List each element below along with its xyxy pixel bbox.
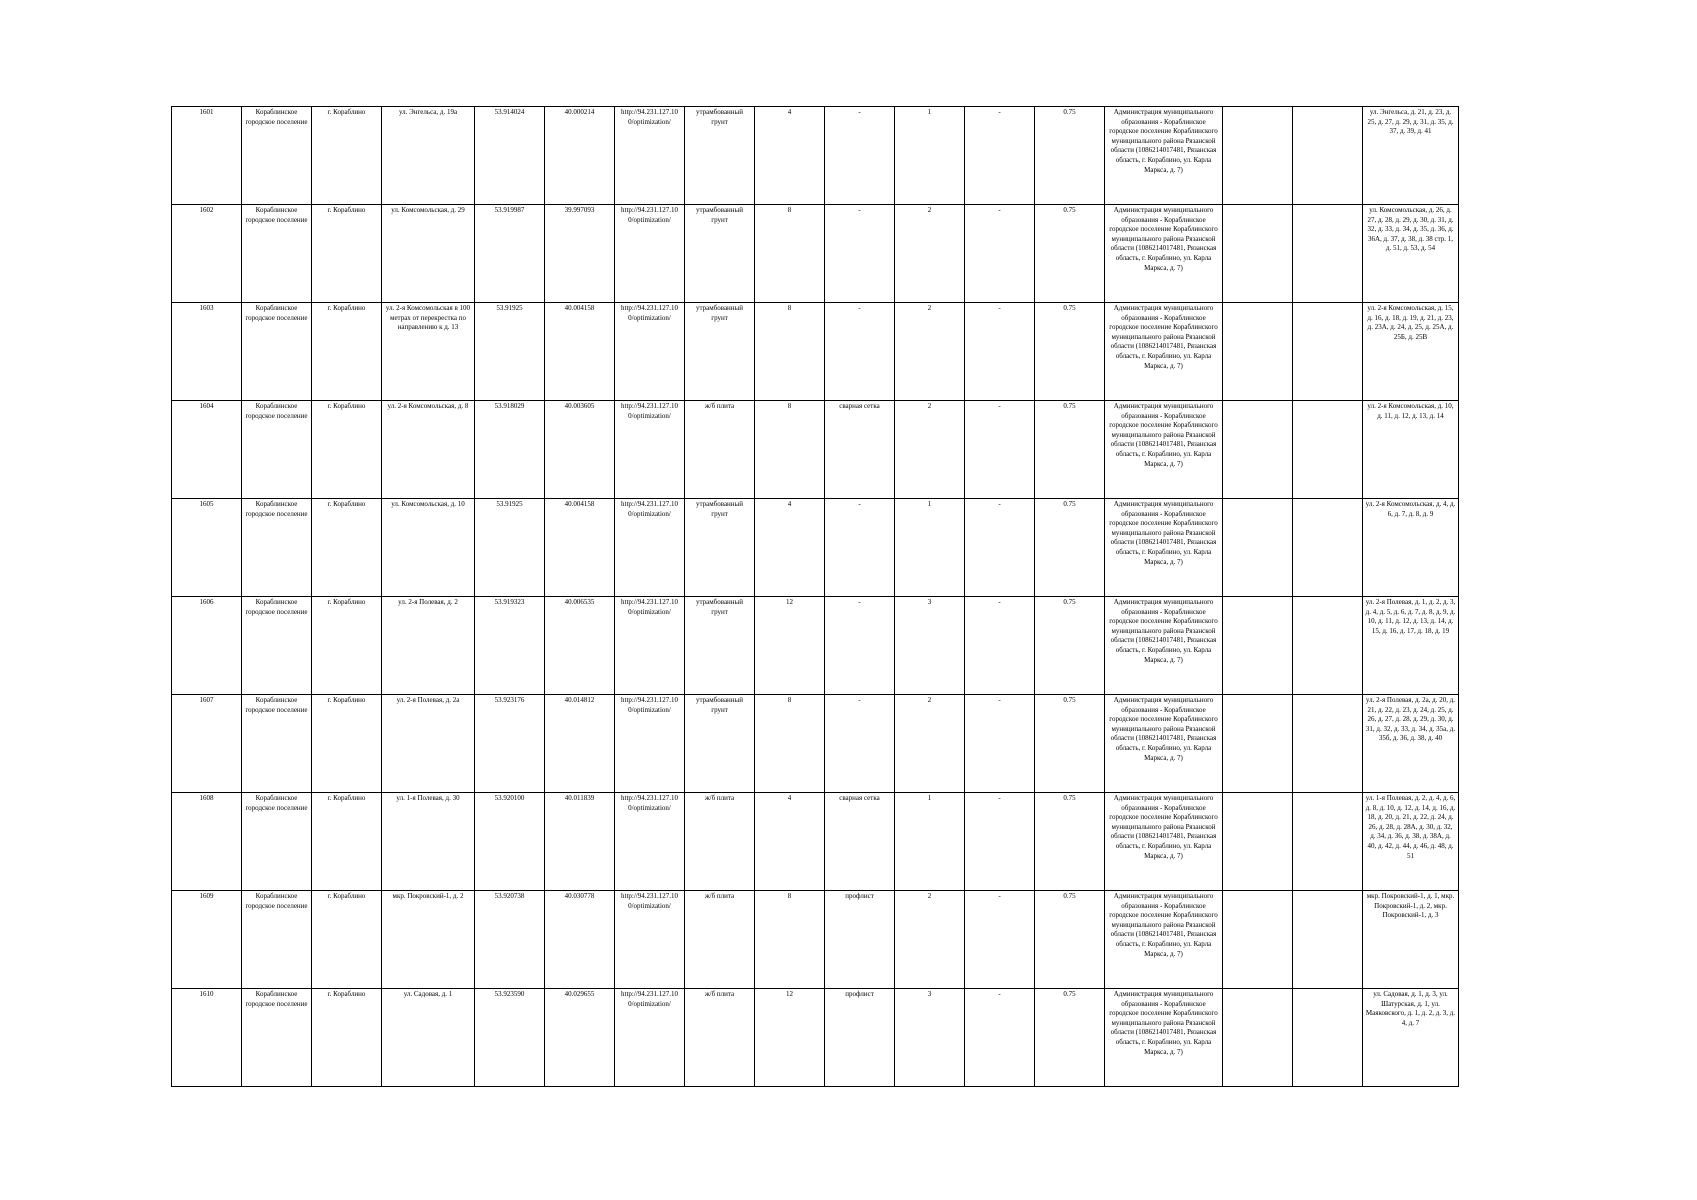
planned-count: -	[965, 499, 1035, 597]
planned-count: -	[965, 303, 1035, 401]
planned-count: -	[965, 891, 1035, 989]
container-area: 4	[755, 499, 825, 597]
owner-info: Администрация муниципального образования - Кораблинское городское поселение Кораблинского муниципального района Рязанской области (1086214017481, Рязанская область, г. Кораблино, ул. Карла Маркса, д. 7)	[1105, 793, 1223, 891]
site-address: ул. Комсомольская, д. 10	[382, 499, 475, 597]
surface-type: ж/б плита	[685, 401, 755, 499]
owner-info: Администрация муниципального образования - Кораблинское городское поселение Кораблинского муниципального района Рязанской области (1086214017481, Рязанская область, г. Кораблино, ул. Карла Маркса, д. 7)	[1105, 303, 1223, 401]
empty-cell	[1223, 107, 1293, 205]
fence-type: профлист	[825, 891, 895, 989]
table-row	[172, 891, 1459, 989]
served-addresses: ул. 2-я Полевая, д. 2а, д. 20, д. 21, д. 22, д. 23, д. 24, д. 25, д. 26, д. 27, д. 28, д. 29, д. 30, д. 31, д. 32, д. 33, д. 34, д. 35а, д. 35б, д. 36, д. 38, д. 40	[1363, 695, 1459, 793]
empty-cell	[1293, 989, 1363, 1087]
map-link: http://94.231.127.10 0/optimization/	[615, 989, 685, 1087]
longitude: 40.004158	[545, 499, 615, 597]
surface-type: утрамбованный грунт	[685, 107, 755, 205]
planned-count: -	[965, 401, 1035, 499]
registry-table	[171, 106, 1459, 1087]
row-number: 1605	[172, 499, 242, 597]
container-volume: 0.75	[1035, 695, 1105, 793]
planned-count: -	[965, 695, 1035, 793]
longitude: 40.004158	[545, 303, 615, 401]
container-count: 2	[895, 205, 965, 303]
city-name: г. Кораблино	[312, 499, 382, 597]
container-count: 1	[895, 107, 965, 205]
planned-count: -	[965, 989, 1035, 1087]
served-addresses: мкр. Покровский-1, д. 1, мкр. Покровский-1, д. 2, мкр. Покровский-1, д. 3	[1363, 891, 1459, 989]
empty-cell	[1293, 107, 1363, 205]
fence-type: -	[825, 597, 895, 695]
container-volume: 0.75	[1035, 597, 1105, 695]
site-address: ул. Садовая, д. 1	[382, 989, 475, 1087]
empty-cell	[1293, 303, 1363, 401]
longitude: 40.000214	[545, 107, 615, 205]
site-address: ул. Энгельса, д. 19а	[382, 107, 475, 205]
city-name: г. Кораблино	[312, 401, 382, 499]
empty-cell	[1293, 597, 1363, 695]
owner-info: Администрация муниципального образования - Кораблинское городское поселение Кораблинского муниципального района Рязанской области (1086214017481, Рязанская область, г. Кораблино, ул. Карла Маркса, д. 7)	[1105, 205, 1223, 303]
container-area: 4	[755, 107, 825, 205]
fence-type: сварная сетка	[825, 401, 895, 499]
city-name: г. Кораблино	[312, 989, 382, 1087]
map-link: http://94.231.127.10 0/optimization/	[615, 597, 685, 695]
settlement-name: Кораблинское городское поселение	[242, 401, 312, 499]
container-volume: 0.75	[1035, 989, 1105, 1087]
settlement-name: Кораблинское городское поселение	[242, 107, 312, 205]
latitude: 53.919987	[475, 205, 545, 303]
row-number: 1603	[172, 303, 242, 401]
table-row	[172, 989, 1459, 1087]
container-volume: 0.75	[1035, 499, 1105, 597]
container-volume: 0.75	[1035, 107, 1105, 205]
settlement-name: Кораблинское городское поселение	[242, 793, 312, 891]
site-address: ул. 2-я Полевая, д. 2	[382, 597, 475, 695]
settlement-name: Кораблинское городское поселение	[242, 891, 312, 989]
planned-count: -	[965, 205, 1035, 303]
container-count: 2	[895, 401, 965, 499]
empty-cell	[1293, 793, 1363, 891]
map-link: http://94.231.127.10 0/optimization/	[615, 401, 685, 499]
fence-type: -	[825, 499, 895, 597]
map-link: http://94.231.127.10 0/optimization/	[615, 695, 685, 793]
settlement-name: Кораблинское городское поселение	[242, 499, 312, 597]
city-name: г. Кораблино	[312, 695, 382, 793]
container-area: 8	[755, 401, 825, 499]
row-number: 1601	[172, 107, 242, 205]
fence-type: -	[825, 205, 895, 303]
longitude: 40.029655	[545, 989, 615, 1087]
city-name: г. Кораблино	[312, 891, 382, 989]
container-volume: 0.75	[1035, 303, 1105, 401]
fence-type: -	[825, 107, 895, 205]
owner-info: Администрация муниципального образования - Кораблинское городское поселение Кораблинского муниципального района Рязанской области (1086214017481, Рязанская область, г. Кораблино, ул. Карла Маркса, д. 7)	[1105, 597, 1223, 695]
longitude: 40.006535	[545, 597, 615, 695]
container-area: 4	[755, 793, 825, 891]
latitude: 53.920738	[475, 891, 545, 989]
container-area: 8	[755, 695, 825, 793]
latitude: 53.91925	[475, 303, 545, 401]
owner-info: Администрация муниципального образования - Кораблинское городское поселение Кораблинского муниципального района Рязанской области (1086214017481, Рязанская область, г. Кораблино, ул. Карла Маркса, д. 7)	[1105, 401, 1223, 499]
container-volume: 0.75	[1035, 891, 1105, 989]
longitude: 40.003605	[545, 401, 615, 499]
empty-cell	[1223, 891, 1293, 989]
empty-cell	[1223, 695, 1293, 793]
surface-type: ж/б плита	[685, 891, 755, 989]
surface-type: утрамбованный грунт	[685, 499, 755, 597]
fence-type: сварная сетка	[825, 793, 895, 891]
row-number: 1607	[172, 695, 242, 793]
surface-type: утрамбованный грунт	[685, 303, 755, 401]
empty-cell	[1293, 499, 1363, 597]
container-count: 2	[895, 695, 965, 793]
latitude: 53.914024	[475, 107, 545, 205]
empty-cell	[1223, 499, 1293, 597]
empty-cell	[1293, 401, 1363, 499]
owner-info: Администрация муниципального образования - Кораблинское городское поселение Кораблинского муниципального района Рязанской области (1086214017481, Рязанская область, г. Кораблино, ул. Карла Маркса, д. 7)	[1105, 695, 1223, 793]
served-addresses: ул. Энгельса, д. 21, д. 23, д. 25, д. 27, д. 29, д. 31, д. 35, д. 37, д. 39, д. 41	[1363, 107, 1459, 205]
container-area: 12	[755, 597, 825, 695]
container-count: 1	[895, 499, 965, 597]
fence-type: профлист	[825, 989, 895, 1087]
table-row	[172, 597, 1459, 695]
owner-info: Администрация муниципального образования - Кораблинское городское поселение Кораблинского муниципального района Рязанской области (1086214017481, Рязанская область, г. Кораблино, ул. Карла Маркса, д. 7)	[1105, 107, 1223, 205]
latitude: 53.91925	[475, 499, 545, 597]
table-row	[172, 499, 1459, 597]
empty-cell	[1223, 303, 1293, 401]
fence-type: -	[825, 695, 895, 793]
empty-cell	[1223, 597, 1293, 695]
served-addresses: ул. 1-я Полевая, д. 2, д. 4, д. 6, д. 8, д. 10, д. 12, д. 14, д. 16, д. 18, д. 20, д. 21, д. 22, д. 24, д. 26, д. 28, д. 28А, д. 30, д. 32, д. 34, д. 36, д. 38, д. 38А, д. 40, д. 42, д. 44, д. 46, д. 48, д. 51	[1363, 793, 1459, 891]
table-row	[172, 107, 1459, 205]
settlement-name: Кораблинское городское поселение	[242, 597, 312, 695]
city-name: г. Кораблино	[312, 597, 382, 695]
longitude: 40.011839	[545, 793, 615, 891]
latitude: 53.920100	[475, 793, 545, 891]
longitude: 40.030778	[545, 891, 615, 989]
site-address: ул. 2-я Комсомольская в 100 метрах от перекрестка по направлению к д. 13	[382, 303, 475, 401]
served-addresses: ул. 2-я Комсомольская, д. 15, д. 16, д. 18, д. 19, д. 21, д. 23, д. 23А, д. 24, д. 25, д. 25А, д. 25Б, д. 25В	[1363, 303, 1459, 401]
city-name: г. Кораблино	[312, 107, 382, 205]
container-count: 1	[895, 793, 965, 891]
owner-info: Администрация муниципального образования - Кораблинское городское поселение Кораблинского муниципального района Рязанской области (1086214017481, Рязанская область, г. Кораблино, ул. Карла Маркса, д. 7)	[1105, 989, 1223, 1087]
table-row	[172, 695, 1459, 793]
site-address: мкр. Покровский-1, д. 2	[382, 891, 475, 989]
container-area: 12	[755, 989, 825, 1087]
row-number: 1609	[172, 891, 242, 989]
settlement-name: Кораблинское городское поселение	[242, 303, 312, 401]
empty-cell	[1223, 989, 1293, 1087]
site-address: ул. Комсомольская, д. 29	[382, 205, 475, 303]
container-volume: 0.75	[1035, 793, 1105, 891]
table-row	[172, 793, 1459, 891]
row-number: 1606	[172, 597, 242, 695]
surface-type: утрамбованный грунт	[685, 695, 755, 793]
map-link: http://94.231.127.10 0/optimization/	[615, 107, 685, 205]
site-address: ул. 2-я Комсомольская, д. 8	[382, 401, 475, 499]
table-row	[172, 303, 1459, 401]
served-addresses: ул. 2-я Комсомольская, д. 4, д. 6, д. 7, д. 8, д. 9	[1363, 499, 1459, 597]
owner-info: Администрация муниципального образования - Кораблинское городское поселение Кораблинского муниципального района Рязанской области (1086214017481, Рязанская область, г. Кораблино, ул. Карла Маркса, д. 7)	[1105, 891, 1223, 989]
surface-type: утрамбованный грунт	[685, 597, 755, 695]
latitude: 53.918029	[475, 401, 545, 499]
table-row	[172, 401, 1459, 499]
container-area: 8	[755, 303, 825, 401]
registry-table-body	[172, 107, 1459, 1087]
served-addresses: ул. 2-я Комсомольская, д. 10, д. 11, д. 12, д. 13, д. 14	[1363, 401, 1459, 499]
row-number: 1602	[172, 205, 242, 303]
container-area: 8	[755, 891, 825, 989]
latitude: 53.919323	[475, 597, 545, 695]
empty-cell	[1223, 793, 1293, 891]
container-count: 2	[895, 891, 965, 989]
map-link: http://94.231.127.10 0/optimization/	[615, 499, 685, 597]
served-addresses: ул. 2-я Полевая, д. 1, д. 2, д. 3, д. 4, д. 5, д. 6, д. 7, д. 8, д. 9, д. 10, д. 11, д. 12, д. 13, д. 14, д. 15, д. 16, д. 17, д. 18, д. 19	[1363, 597, 1459, 695]
city-name: г. Кораблино	[312, 793, 382, 891]
longitude: 39.997093	[545, 205, 615, 303]
container-volume: 0.75	[1035, 401, 1105, 499]
longitude: 40.014812	[545, 695, 615, 793]
surface-type: ж/б плита	[685, 989, 755, 1087]
row-number: 1608	[172, 793, 242, 891]
served-addresses: ул. Комсомольская, д. 26, д. 27, д. 28, д. 29, д. 30, д. 31, д. 32, д. 33, д. 34, д. 35, д. 36, д. 36А, д. 37, д. 38, д. 38 стр. 1, д. 51, д. 53, д. 54	[1363, 205, 1459, 303]
planned-count: -	[965, 793, 1035, 891]
latitude: 53.923590	[475, 989, 545, 1087]
planned-count: -	[965, 597, 1035, 695]
site-address: ул. 1-я Полевая, д. 30	[382, 793, 475, 891]
map-link: http://94.231.127.10 0/optimization/	[615, 205, 685, 303]
city-name: г. Кораблино	[312, 205, 382, 303]
owner-info: Администрация муниципального образования - Кораблинское городское поселение Кораблинского муниципального района Рязанской области (1086214017481, Рязанская область, г. Кораблино, ул. Карла Маркса, д. 7)	[1105, 499, 1223, 597]
city-name: г. Кораблино	[312, 303, 382, 401]
container-count: 3	[895, 989, 965, 1087]
container-count: 3	[895, 597, 965, 695]
empty-cell	[1223, 205, 1293, 303]
map-link: http://94.231.127.10 0/optimization/	[615, 303, 685, 401]
row-number: 1604	[172, 401, 242, 499]
row-number: 1610	[172, 989, 242, 1087]
empty-cell	[1223, 401, 1293, 499]
empty-cell	[1293, 695, 1363, 793]
settlement-name: Кораблинское городское поселение	[242, 989, 312, 1087]
fence-type: -	[825, 303, 895, 401]
surface-type: утрамбованный грунт	[685, 205, 755, 303]
container-count: 2	[895, 303, 965, 401]
planned-count: -	[965, 107, 1035, 205]
map-link: http://94.231.127.10 0/optimization/	[615, 891, 685, 989]
surface-type: ж/б плита	[685, 793, 755, 891]
settlement-name: Кораблинское городское поселение	[242, 695, 312, 793]
empty-cell	[1293, 891, 1363, 989]
served-addresses: ул. Садовая, д. 1, д. 3, ул. Шатурская, д. 1, ул. Маяковского, д. 1, д. 2, д. 3, д. 4, д. 7	[1363, 989, 1459, 1087]
map-link: http://94.231.127.10 0/optimization/	[615, 793, 685, 891]
settlement-name: Кораблинское городское поселение	[242, 205, 312, 303]
site-address: ул. 2-я Полевая, д. 2а	[382, 695, 475, 793]
table-row	[172, 205, 1459, 303]
empty-cell	[1293, 205, 1363, 303]
container-volume: 0.75	[1035, 205, 1105, 303]
container-area: 8	[755, 205, 825, 303]
latitude: 53.923176	[475, 695, 545, 793]
